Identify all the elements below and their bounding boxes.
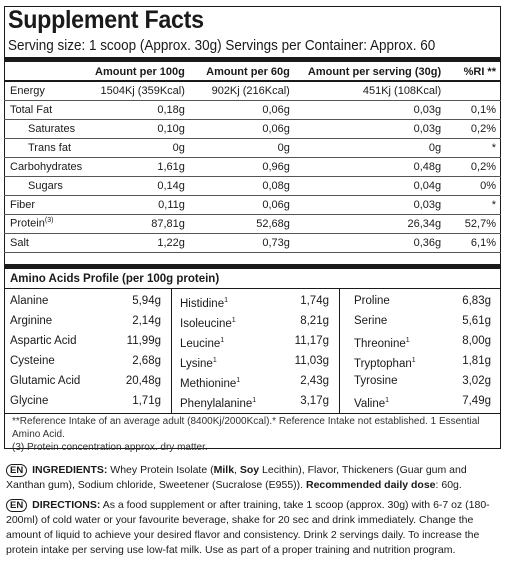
amino-acid-value: 7,49g bbox=[462, 395, 491, 407]
value-per-100g: 0,14g bbox=[87, 176, 190, 195]
header-ri: %RI ** bbox=[446, 63, 501, 81]
value-per-serving: 0,03g bbox=[295, 119, 446, 138]
essential-marker: 1 bbox=[252, 397, 257, 404]
amino-acid-name: Histidine$^1$ bbox=[180, 297, 229, 310]
value-per-60g: 0g bbox=[190, 138, 295, 157]
nutrient-name: Salt bbox=[4, 233, 87, 252]
value-per-60g: 0,96g bbox=[190, 157, 295, 176]
amino-acid-row bbox=[172, 351, 339, 371]
essential-marker: 1 bbox=[224, 297, 229, 304]
nutrition-row bbox=[4, 81, 501, 100]
nutrient-name: Saturates bbox=[4, 119, 87, 138]
amino-acid-name: Threonine$^1$ bbox=[354, 337, 410, 350]
value-per-100g: 0,11g bbox=[87, 195, 190, 214]
nutrient-name: Energy bbox=[4, 81, 87, 100]
value-per-100g: 1504Kj (359Kcal) bbox=[87, 81, 190, 100]
amino-acid-value: 1,71g bbox=[132, 395, 161, 407]
value-per-100g: 0g bbox=[87, 138, 190, 157]
essential-marker: 1 bbox=[405, 337, 410, 344]
value-per-60g: 52,68g bbox=[190, 214, 295, 233]
serving-info: Serving size: 1 scoop (Approx. 30g) Servings per Container: Approx. 60 bbox=[8, 38, 436, 54]
amino-acid-row bbox=[172, 371, 339, 391]
nutrient-name: Protein$^{(3)}$ bbox=[4, 214, 87, 233]
amino-acid-row bbox=[4, 371, 171, 391]
nutrition-row bbox=[4, 195, 501, 214]
value-per-serving: 0,03g bbox=[295, 195, 446, 214]
amino-acid-value: 2,43g bbox=[300, 375, 329, 387]
amino-acid-name: Proline bbox=[354, 295, 390, 307]
amino-acid-name: Phenylalanine$^1$ bbox=[180, 397, 257, 410]
directions-paragraph bbox=[6, 498, 506, 558]
value-ri: 0% bbox=[446, 176, 501, 195]
ingredients-label: INGREDIENTS: bbox=[32, 464, 108, 476]
amino-acid-name: Methionine$^1$ bbox=[180, 377, 241, 390]
value-per-60g: 0,08g bbox=[190, 176, 295, 195]
amino-acid-row bbox=[172, 311, 339, 331]
amino-acid-value: 2,68g bbox=[132, 355, 161, 367]
nutrient-name: Fiber bbox=[4, 195, 87, 214]
nutrition-row bbox=[4, 119, 501, 138]
amino-acid-row bbox=[340, 371, 501, 391]
nutrition-row bbox=[4, 214, 501, 233]
amino-acid-name: Glutamic Acid bbox=[10, 375, 81, 387]
value-per-60g: 0,06g bbox=[190, 195, 295, 214]
amino-acid-name: Cysteine bbox=[10, 355, 55, 367]
value-per-serving: 0,04g bbox=[295, 176, 446, 195]
amino-acid-name: Arginine bbox=[10, 315, 53, 327]
amino-acid-name: Serine bbox=[354, 315, 388, 327]
allergen-milk: Milk bbox=[213, 464, 235, 476]
essential-marker: 1 bbox=[220, 337, 225, 344]
amino-acid-row bbox=[172, 391, 339, 411]
amino-acid-name: Aspartic Acid bbox=[10, 335, 77, 347]
amino-acid-value: 11,99g bbox=[126, 335, 161, 347]
value-ri: 0,2% bbox=[446, 157, 501, 176]
nutrition-rows bbox=[4, 81, 501, 252]
ingredients-text-1: Whey Protein Isolate ( bbox=[107, 464, 214, 476]
directions-label: DIRECTIONS: bbox=[32, 499, 101, 511]
amino-acid-value: 20,48g bbox=[125, 375, 161, 387]
amino-acid-value: 2,14g bbox=[132, 315, 161, 327]
value-per-serving: 26,34g bbox=[295, 214, 446, 233]
footnotes bbox=[12, 415, 497, 454]
amino-acid-value: 5,94g bbox=[132, 295, 161, 307]
ingredients-paragraph bbox=[6, 463, 506, 493]
amino-acid-name: Isoleucine$^1$ bbox=[180, 317, 236, 330]
amino-acid-row bbox=[4, 311, 171, 331]
language-badge-en: EN bbox=[6, 499, 27, 512]
language-badge-en: EN bbox=[6, 464, 27, 477]
amino-acid-value: 3,02g bbox=[462, 375, 491, 387]
value-ri: 52,7% bbox=[446, 214, 501, 233]
amino-heading: Amino Acids Profile (per 100g protein) bbox=[4, 269, 501, 289]
value-per-100g: 1,22g bbox=[87, 233, 190, 252]
amino-acid-row bbox=[4, 331, 171, 351]
nutrition-row bbox=[4, 176, 501, 195]
amino-acid-row bbox=[340, 391, 501, 411]
value-ri: 0,1% bbox=[446, 100, 501, 119]
amino-column-3 bbox=[340, 289, 501, 413]
nutrition-row bbox=[4, 100, 501, 119]
value-per-serving: 0g bbox=[295, 138, 446, 157]
header-per-100g: Amount per 100g bbox=[87, 63, 190, 81]
amino-acid-name: Valine$^1$ bbox=[354, 397, 390, 410]
header-label bbox=[4, 63, 87, 81]
value-ri: 0,2% bbox=[446, 119, 501, 138]
essential-marker: 1 bbox=[385, 397, 390, 404]
nutrition-row bbox=[4, 233, 501, 252]
amino-acid-name: Tyrosine bbox=[354, 375, 398, 387]
amino-acid-name: Leucine$^1$ bbox=[180, 337, 225, 350]
amino-acid-value: 11,03g bbox=[294, 355, 329, 367]
amino-acid-row bbox=[4, 291, 171, 311]
allergen-soy: Soy bbox=[239, 464, 260, 476]
essential-marker: 1 bbox=[231, 317, 236, 324]
amino-acid-row bbox=[340, 331, 501, 351]
value-per-serving: 0,48g bbox=[295, 157, 446, 176]
amino-acid-name: Alanine bbox=[10, 295, 49, 307]
header-per-serving: Amount per serving (30g) bbox=[295, 63, 446, 81]
amino-acid-row bbox=[172, 291, 339, 311]
nutrient-name: Total Fat bbox=[4, 100, 87, 119]
recommended-dose-label: Recommended daily dose bbox=[305, 479, 436, 491]
nutrient-name: Sugars bbox=[4, 176, 87, 195]
amino-acid-row bbox=[4, 351, 171, 371]
nutrient-name: Trans fat bbox=[4, 138, 87, 157]
essential-marker: 1 bbox=[212, 357, 217, 364]
value-per-60g: 0,73g bbox=[190, 233, 295, 252]
value-per-60g: 902Kj (216Kcal) bbox=[190, 81, 295, 100]
value-per-100g: 87,81g bbox=[87, 214, 190, 233]
directions-text: As a food supplement or after training, take 1 scoop (approx. 30g) with 6-7 oz (180-200ml) of cold water or your favourite beverage, shake for 20 sec and drink immediately. Change the amount of liquid to achieve your desired flavor and consistency. Drink 2 servings daily. To increase the protein intake per serving use low-fat milk. Use as part of a proper training and nutrition program. bbox=[6, 499, 490, 556]
panel-title: Supplement Facts bbox=[8, 6, 204, 34]
nutrition-header-row bbox=[4, 63, 501, 81]
value-per-60g: 0,06g bbox=[190, 119, 295, 138]
value-ri: * bbox=[446, 195, 501, 214]
amino-acid-row bbox=[340, 291, 501, 311]
value-ri: * bbox=[446, 138, 501, 157]
nutrition-table bbox=[4, 63, 501, 253]
thick-divider-top bbox=[4, 57, 501, 62]
amino-acid-value: 1,74g bbox=[300, 295, 329, 307]
amino-acid-value: 6,83g bbox=[462, 295, 491, 307]
value-per-serving: 451Kj (108Kcal) bbox=[295, 81, 446, 100]
amino-acid-value: 8,00g bbox=[462, 335, 491, 347]
ingredients-text-3: Lecithin), Flavor, Thickeners (Guar gum and Xanthan gum), Sodium chloride, Sweetener (Sucralose (E955)). bbox=[6, 464, 467, 491]
header-per-60g: Amount per 60g bbox=[190, 63, 295, 81]
amino-acid-value: 5,61g bbox=[462, 315, 491, 327]
essential-marker: 1 bbox=[411, 357, 416, 364]
amino-acid-name: Glycine bbox=[10, 395, 49, 407]
value-per-serving: 0,03g bbox=[295, 100, 446, 119]
value-per-100g: 1,61g bbox=[87, 157, 190, 176]
ingredients-text-4: : 60g. bbox=[435, 479, 462, 491]
footnote-protein: (3) Protein concentration approx. dry matter. bbox=[12, 442, 208, 453]
amino-acid-row bbox=[4, 391, 171, 411]
essential-marker: 1 bbox=[236, 377, 241, 384]
nutrient-name: Carbohydrates bbox=[4, 157, 87, 176]
footnote-reference-intake: **Reference Intake of an average adult (8400Kj/2000Kcal).* Reference Intake not established. 1 Essential Amino Acid. bbox=[12, 416, 480, 440]
value-per-60g: 0,06g bbox=[190, 100, 295, 119]
ingredients-text-2: , bbox=[234, 464, 240, 476]
amino-acid-value: 1,81g bbox=[462, 355, 491, 367]
amino-grid bbox=[4, 289, 501, 414]
amino-acid-row bbox=[172, 331, 339, 351]
amino-acid-row bbox=[340, 311, 501, 331]
amino-acid-name: Lysine$^1$ bbox=[180, 357, 217, 370]
nutrition-row bbox=[4, 138, 501, 157]
value-ri bbox=[446, 81, 501, 100]
amino-acid-name: Tryptophan$^1$ bbox=[354, 357, 416, 370]
amino-acid-value: 8,21g bbox=[300, 315, 329, 327]
value-per-serving: 0,36g bbox=[295, 233, 446, 252]
value-per-100g: 0,10g bbox=[87, 119, 190, 138]
amino-column-2 bbox=[172, 289, 340, 413]
amino-acid-row bbox=[340, 351, 501, 371]
amino-acid-value: 11,17g bbox=[294, 335, 329, 347]
nutrition-row bbox=[4, 157, 501, 176]
amino-acid-value: 3,17g bbox=[300, 395, 329, 407]
amino-column-1 bbox=[4, 289, 172, 413]
value-ri: 6,1% bbox=[446, 233, 501, 252]
value-per-100g: 0,18g bbox=[87, 100, 190, 119]
footnote-marker: (3) bbox=[44, 217, 54, 225]
